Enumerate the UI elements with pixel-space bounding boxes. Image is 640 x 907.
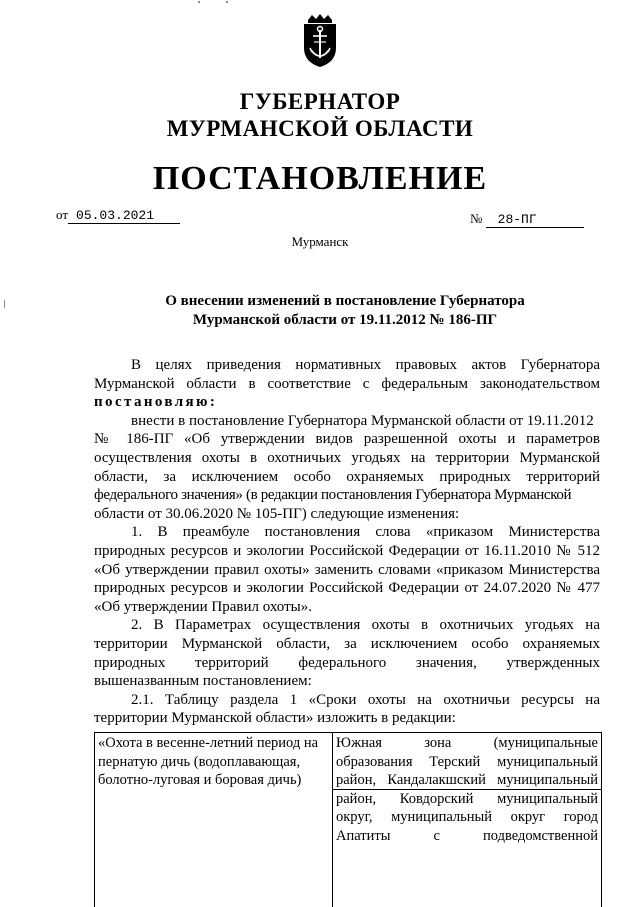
city: Мурманск: [291, 234, 349, 249]
document-type: ПОСТАНОВЛЕНИЕ: [152, 160, 488, 197]
body-line: 2. В Параметрах осуществления охоты в охотничьих угодьях на: [131, 617, 600, 634]
cell-line: пернатую дичь (водоплавающая,: [98, 753, 301, 770]
body-line: территории Мурманской области, за исключением особо охраняемых: [94, 635, 600, 652]
body-line: федерального значения» (в редакции постановления Губернатора Мурманской: [94, 487, 572, 504]
body-line: «Об утверждении правил охоты» заменить словами «приказом Министерства: [94, 561, 600, 578]
cell-line: район, Ковдорский муниципальный: [336, 790, 598, 807]
body-text: [94, 356, 600, 728]
body-line: природных ресурсов и экологии Российской Федерации от 24.07.2020 № 477: [94, 580, 600, 597]
body-line: внести в постановление Губернатора Мурманской области от 19.11.2012: [131, 412, 594, 429]
scan-speck: [198, 1, 200, 3]
body-line: природных территорий федерального значения, утвержденных: [94, 654, 600, 671]
body-line: территории Мурманской области» изложить в редакции:: [94, 710, 456, 727]
body-line: 1. В преамбуле постановления слова «приказом Министерства: [131, 524, 600, 541]
date-value: 05.03.2021: [68, 208, 180, 224]
cell-line: образования Терский муниципальный: [336, 753, 598, 770]
number-value: 28-ПГ: [486, 212, 584, 228]
cell-line: болотно-луговая и боровая дичь): [98, 772, 302, 789]
governor-title-line2: МУРМАНСКОЙ ОБЛАСТИ: [166, 116, 474, 141]
scan-speck: [226, 1, 228, 3]
body-line: Мурманской области в соответствие с федеральным законодательством: [94, 375, 600, 392]
decree-word: постановляю:: [94, 394, 218, 411]
table-cell-hunting-type: [98, 734, 330, 790]
body-line: природных ресурсов и экологии Российской Федерации от 16.11.2010 № 512: [94, 542, 600, 559]
body-line: «Об утверждении Правил охоты».: [94, 598, 312, 615]
cell-line: «Охота в весенне-летний период на: [98, 735, 319, 751]
cell-line: Апатиты с подведомственной: [336, 827, 598, 844]
body-line: области от 30.06.2020 № 105-ПГ) следующие изменения:: [94, 505, 460, 522]
governor-title-line1: ГУБЕРНАТОР: [239, 89, 401, 114]
body-line: вышеназванным постановлением:: [94, 673, 312, 690]
coat-of-arms-icon: [300, 14, 340, 68]
body-line: области, за исключением особо охраняемых природных территорий: [94, 468, 600, 485]
body-line: 2.1. Таблицу раздела 1 «Сроки охоты на охотничьи ресурсы на: [131, 691, 600, 708]
subject-line1: О внесении изменений в постановление Губернатора: [165, 293, 525, 309]
number-prefix: №: [470, 211, 483, 226]
date-field: [56, 207, 180, 224]
body-line: осуществления охоты в охотничьих угодьях на территории Мурманской: [94, 449, 600, 466]
body-line: № 186-ПГ «Об утверждении видов разрешенной охоты и параметров: [94, 431, 600, 448]
subject-line2: Мурманской области от 19.11.2012 № 186-ПГ: [192, 312, 498, 328]
table-cell-zone: [336, 734, 598, 846]
body-line: В целях приведения нормативных правовых актов Губернатора: [131, 357, 600, 373]
date-prefix: от: [56, 207, 69, 222]
table-column-divider: [332, 732, 333, 907]
cell-line: Южная зона (муниципальные: [336, 735, 598, 751]
cell-line: район, Кандалакшский муниципальный: [336, 772, 598, 789]
number-field: [470, 211, 584, 228]
cell-line: округ, муниципальный округ город: [336, 809, 598, 826]
